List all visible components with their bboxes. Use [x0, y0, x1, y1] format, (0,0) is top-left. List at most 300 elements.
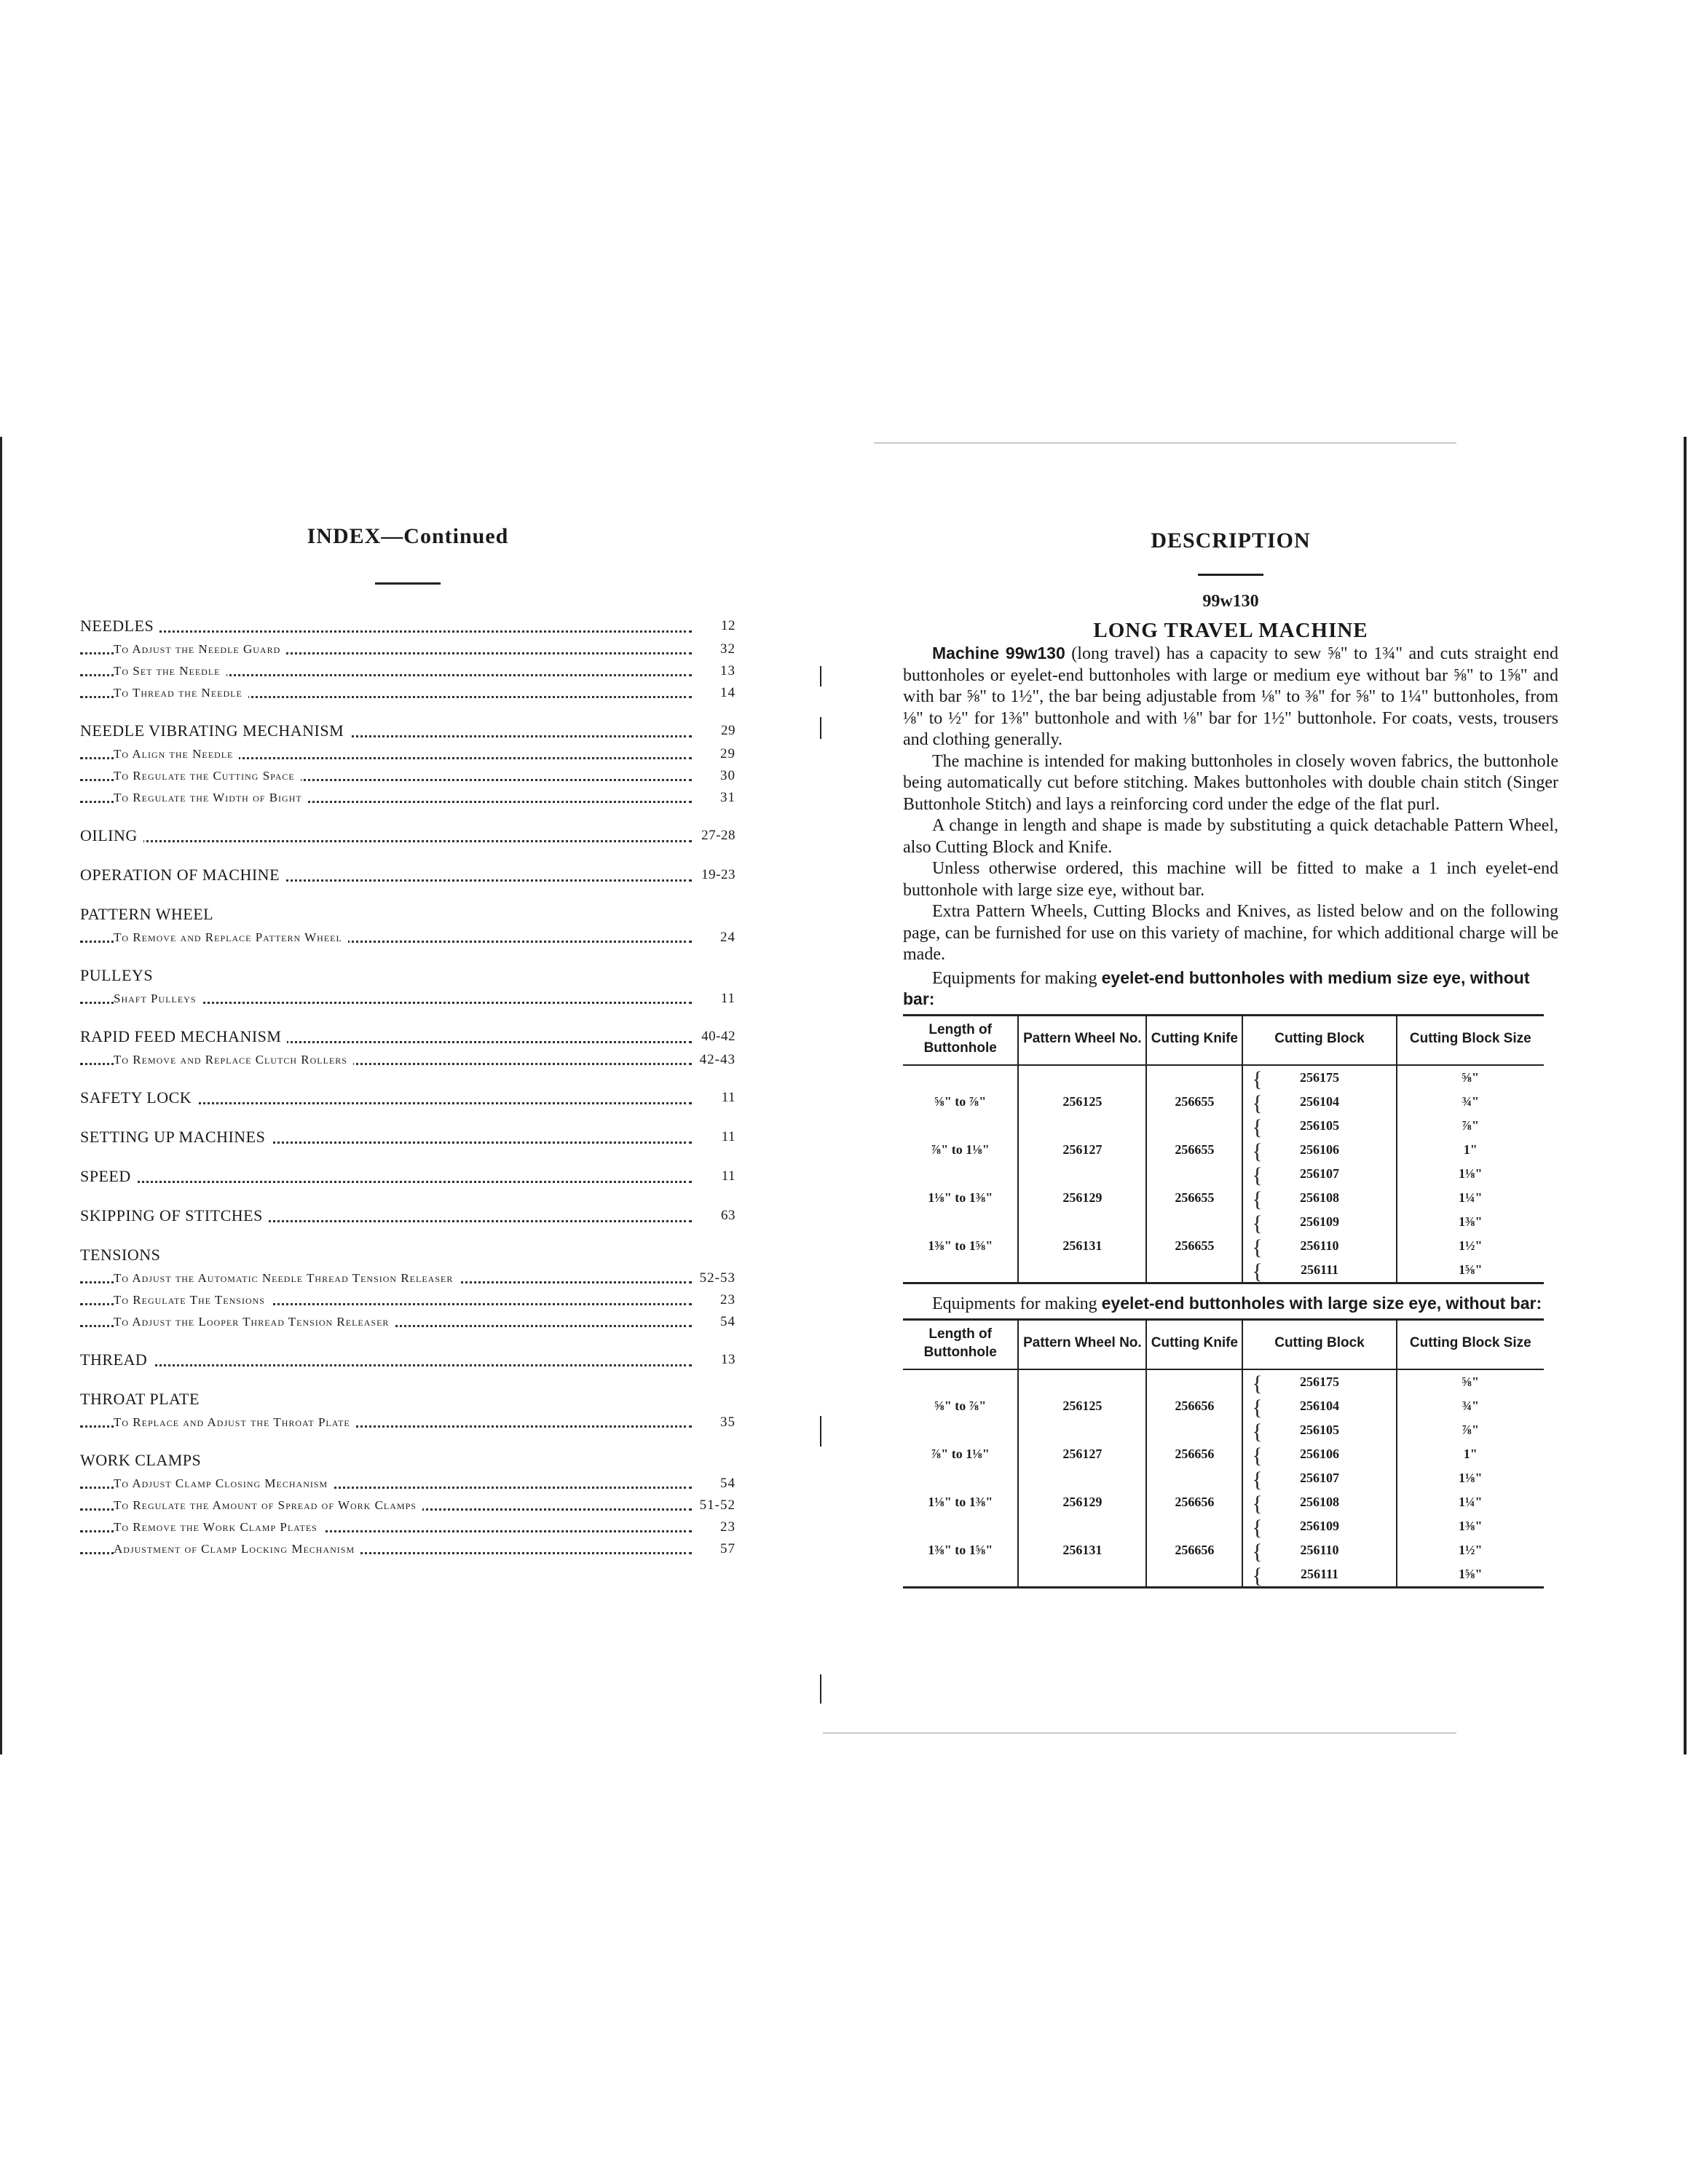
index-group [80, 902, 735, 949]
table-cell: 1⅝" [1397, 1562, 1544, 1588]
table-cell [1146, 1258, 1242, 1283]
index-subentry [80, 927, 735, 949]
page-number: 30 [693, 765, 735, 787]
table-row [903, 1138, 1544, 1162]
page-number: 29 [693, 743, 735, 765]
brace-mark: { [1252, 1067, 1263, 1091]
table-row [903, 1234, 1544, 1258]
paragraph-extras: Extra Pattern Wheels, Cutting Blocks and Knives, as listed below and on the following page, can be furnished for use on this variety of machine, for which additional charge will be made. [903, 902, 1558, 964]
table-intro-bold: eyelet-end buttonholes with medium size eye, without bar: [903, 968, 1530, 1008]
paragraph-text: (long travel) has a capacity to sew ⅝" to 1¾" and cuts straight end buttonholes or eyelet-end buttonholes with large or medium eye without bar ⅝" to 1⅝" and with bar ⅝" to 1½", the bar being adjustable from ⅛" to ⅜" for ⅝" to 1¼" buttonholes, from ⅛" to ½" for 1⅜" buttonhole and with ⅛" bar for 1½" buttonhole. For coats, vests, trousers and clothing generally. [903, 644, 1559, 749]
cell-value: 256105 [1299, 1422, 1339, 1437]
table-cell [1242, 1162, 1396, 1186]
index-entry [80, 614, 735, 638]
table-cell [1146, 1162, 1242, 1186]
table-cell [903, 1162, 1018, 1186]
index-sublabel: To Align the Needle [114, 747, 239, 761]
index-group [80, 863, 735, 887]
table-cell [1242, 1210, 1396, 1234]
index-sublabel: Shaft Pulleys [114, 992, 202, 1005]
index-subentry [80, 1473, 735, 1495]
index-subentry [80, 682, 735, 704]
table-cell: 256127 [1018, 1442, 1146, 1466]
index-title: INDEX—Continued [307, 524, 509, 548]
brace-mark: { [1252, 1187, 1263, 1211]
table-header [903, 1319, 1544, 1369]
index-group [80, 614, 735, 704]
title-rule [1198, 574, 1263, 576]
index-list [80, 614, 735, 1560]
index-group [80, 1387, 735, 1433]
table-cell [1018, 1562, 1146, 1588]
index-group [80, 1448, 735, 1560]
column-header: Cutting Knife [1146, 1015, 1242, 1065]
table-row [903, 1090, 1544, 1114]
index-heading: SAFETY LOCK [80, 1088, 197, 1107]
index-sublabel: To Replace and Adjust the Throat Plate [114, 1415, 356, 1429]
cell-value: 256111 [1300, 1262, 1338, 1277]
table-row [903, 1065, 1544, 1090]
paragraph-lead: Machine 99w130 [932, 644, 1065, 662]
gutter-mark [820, 1674, 821, 1704]
table-cell [1018, 1065, 1146, 1090]
index-heading: OILING [80, 826, 143, 844]
index-sublabel: To Thread the Needle [114, 686, 248, 700]
table-cell [1146, 1114, 1242, 1138]
index-sublabel: To Regulate the Cutting Space [114, 769, 301, 783]
header-row [903, 1319, 1544, 1369]
table-cell [903, 1514, 1018, 1538]
index-entry [80, 1203, 735, 1228]
index-heading: NEEDLE VIBRATING MECHANISM [80, 721, 350, 740]
table-cell: 256131 [1018, 1234, 1146, 1258]
table-cell [1018, 1418, 1146, 1442]
page-number: 23 [693, 1516, 735, 1538]
cell-value: 256106 [1299, 1142, 1339, 1157]
table-cell: ⅝" to ⅞" [934, 1398, 987, 1413]
brace-mark: { [1252, 1443, 1263, 1468]
dot-leader [80, 630, 692, 633]
table-intro [903, 968, 1558, 1010]
equipment-table [903, 1318, 1544, 1588]
table-cell: 256655 [1146, 1234, 1242, 1258]
table-cell: 256655 [1146, 1186, 1242, 1210]
column-header: Pattern Wheel No. [1018, 1319, 1146, 1369]
header-row [903, 1015, 1544, 1065]
table-cell: 256131 [1018, 1538, 1146, 1562]
index-subentry [80, 1495, 735, 1516]
table-cell: 256127 [1018, 1138, 1146, 1162]
table-cell: 1" [1397, 1442, 1544, 1466]
table-cell [1146, 1514, 1242, 1538]
table-cell [1146, 1065, 1242, 1090]
table-cell: ⅞" to 1⅛" [931, 1142, 990, 1157]
table-cell [1242, 1490, 1396, 1514]
table-cell: ⅝" to ⅞" [934, 1093, 987, 1109]
index-group [80, 1348, 735, 1372]
index-group [80, 1243, 735, 1333]
paragraph-capacity [903, 643, 1558, 751]
page-number: 31 [693, 787, 735, 809]
table-row [903, 1394, 1544, 1418]
column-header: Cutting Block Size [1397, 1015, 1544, 1065]
page-number: 19-23 [693, 863, 735, 887]
table-cell: 256655 [1146, 1090, 1242, 1114]
index-heading: WORK CLAMPS [80, 1451, 207, 1469]
column-header: Pattern Wheel No. [1018, 1015, 1146, 1065]
cell-value: 256107 [1299, 1470, 1339, 1485]
table-row [903, 1162, 1544, 1186]
dot-leader [80, 840, 692, 842]
page-number: 52-53 [693, 1267, 735, 1289]
brace-mark: { [1252, 1091, 1263, 1115]
page-number: 14 [693, 682, 735, 704]
index-entry [80, 719, 735, 743]
brace-mark: { [1252, 1563, 1263, 1588]
index-entry [80, 1164, 735, 1189]
table-cell [1242, 1369, 1396, 1394]
cell-value: 256111 [1300, 1566, 1338, 1581]
gutter-mark [820, 1416, 821, 1447]
table-cell [903, 1258, 1018, 1283]
brace-mark: { [1252, 1395, 1263, 1420]
page-number: 29 [693, 719, 735, 743]
page-number: 11 [693, 988, 735, 1010]
index-heading: NEEDLES [80, 617, 159, 635]
index-subentry [80, 1049, 735, 1071]
table-row [903, 1114, 1544, 1138]
table-cell [1242, 1394, 1396, 1418]
index-heading: SPEED [80, 1167, 137, 1185]
cell-value: 256104 [1299, 1398, 1339, 1413]
table-cell: 1⅜" to 1⅝" [928, 1238, 993, 1253]
page-number: 11 [693, 1085, 735, 1110]
title-rule [375, 582, 441, 585]
table-cell: ¾" [1397, 1394, 1544, 1418]
table-cell: 1" [1397, 1138, 1544, 1162]
brace-mark: { [1252, 1515, 1263, 1540]
page-number: 42-43 [693, 1049, 735, 1071]
table-cell: 1⅜" [1397, 1514, 1544, 1538]
page-number: 63 [693, 1203, 735, 1228]
dot-leader [80, 1181, 692, 1183]
table-cell [1018, 1210, 1146, 1234]
brace-mark: { [1252, 1163, 1263, 1187]
table-header [903, 1015, 1544, 1065]
index-subentry [80, 1289, 735, 1311]
index-sublabel: To Regulate The Tensions [114, 1293, 271, 1307]
index-heading: OPERATION OF MACHINE [80, 866, 285, 884]
index-sublabel: To Adjust the Looper Thread Tension Releaser [114, 1315, 395, 1329]
table-cell [903, 1114, 1018, 1138]
page-number: 13 [693, 660, 735, 682]
cell-value: 256104 [1299, 1093, 1339, 1109]
page-number: 51-52 [693, 1495, 735, 1516]
page-number: 11 [693, 1164, 735, 1189]
table-cell: 1⅜" [1397, 1210, 1544, 1234]
brace-mark: { [1252, 1467, 1263, 1492]
table-cell [903, 1418, 1018, 1442]
page-number: 12 [693, 614, 735, 638]
table-cell [903, 1466, 1018, 1490]
brace-mark: { [1252, 1139, 1263, 1163]
index-heading: TENSIONS [80, 1246, 166, 1264]
table-cell: 256125 [1018, 1394, 1146, 1418]
table-cell [1242, 1418, 1396, 1442]
table-cell [1018, 1258, 1146, 1283]
description-page [903, 510, 1558, 1588]
table-cell [903, 1562, 1018, 1588]
table-cell [1146, 1210, 1242, 1234]
left-page-edge [0, 437, 2, 1754]
brace-mark: { [1252, 1419, 1263, 1444]
index-group [80, 963, 735, 1010]
index-heading: PULLEYS [80, 966, 159, 984]
index-heading: SKIPPING OF STITCHES [80, 1206, 269, 1224]
index-sublabel: Adjustment of Clamp Locking Mechanism [114, 1542, 360, 1556]
table-row [903, 1562, 1544, 1588]
table-cell [1242, 1562, 1396, 1588]
index-subentry [80, 1516, 735, 1538]
table-row [903, 1490, 1544, 1514]
table-cell [1018, 1466, 1146, 1490]
index-entry [80, 1348, 735, 1372]
index-group [80, 823, 735, 848]
table-cell: 1¼" [1397, 1490, 1544, 1514]
index-entry [80, 1085, 735, 1110]
table-cell: 1⅛" to 1⅜" [928, 1190, 993, 1205]
table-cell: ⅞" [1397, 1114, 1544, 1138]
table-cell: 1½" [1397, 1538, 1544, 1562]
index-subentry [80, 1412, 735, 1433]
table-intro-bold: eyelet-end buttonholes with large size eye, without bar: [1101, 1293, 1542, 1313]
table-cell [1242, 1138, 1396, 1162]
cell-value: 256109 [1299, 1214, 1339, 1229]
index-subentry [80, 988, 735, 1010]
table-cell: ⅞" to 1⅛" [931, 1446, 990, 1461]
brace-mark: { [1252, 1539, 1263, 1564]
table-intro-text: Equipments for making [932, 968, 1102, 988]
cell-value: 256175 [1299, 1374, 1339, 1389]
page-number: 40-42 [693, 1024, 735, 1049]
index-subentry [80, 743, 735, 765]
brace-mark: { [1252, 1235, 1263, 1259]
table-cell [1146, 1562, 1242, 1588]
table-cell [1146, 1466, 1242, 1490]
table-cell [1018, 1514, 1146, 1538]
cell-value: 256110 [1300, 1238, 1339, 1253]
page-number: 35 [693, 1412, 735, 1433]
table-cell: 256656 [1146, 1442, 1242, 1466]
table-cell: 1⅛" to 1⅜" [928, 1494, 993, 1509]
table-cell [1242, 1538, 1396, 1562]
page-number: 11 [693, 1125, 735, 1150]
table-cell: ⅝" [1397, 1065, 1544, 1090]
table-row [903, 1369, 1544, 1394]
index-sublabel: To Adjust Clamp Closing Mechanism [114, 1476, 334, 1490]
index-subentry [80, 638, 735, 660]
table-intro [903, 1293, 1558, 1314]
table-cell [1242, 1090, 1396, 1114]
table-cell [1018, 1114, 1146, 1138]
index-group [80, 1203, 735, 1228]
table-row [903, 1466, 1544, 1490]
table-row [903, 1538, 1544, 1562]
table-cell [1018, 1162, 1146, 1186]
table-row [903, 1442, 1544, 1466]
cell-value: 256106 [1299, 1446, 1339, 1461]
gutter-mark [820, 717, 821, 739]
table-cell: 256125 [1018, 1090, 1146, 1114]
index-entry [80, 1387, 735, 1412]
description-title: DESCRIPTION [1151, 529, 1311, 553]
index-group [80, 1125, 735, 1150]
page-number: 57 [693, 1538, 735, 1560]
index-entry [80, 823, 735, 848]
page-number: 24 [693, 927, 735, 949]
table-cell: ⅞" [1397, 1418, 1544, 1442]
table-cell: 1⅝" [1397, 1258, 1544, 1283]
table-cell [1146, 1418, 1242, 1442]
brace-mark: { [1252, 1115, 1263, 1139]
page-number: 27-28 [693, 823, 735, 848]
paragraph-default: Unless otherwise ordered, this machine will be fitted to make a 1 inch eyelet-end buttonhole with large size eye, without bar. [903, 859, 1558, 900]
cell-value: 256108 [1299, 1190, 1339, 1205]
page-number: 23 [693, 1289, 735, 1311]
page-number: 54 [693, 1311, 735, 1333]
table-cell: 1⅜" to 1⅝" [928, 1542, 993, 1557]
table-cell: 1½" [1397, 1234, 1544, 1258]
table-body [903, 1369, 1544, 1588]
table-cell [1242, 1234, 1396, 1258]
column-header: Cutting Block [1242, 1015, 1396, 1065]
table-cell [1018, 1369, 1146, 1394]
index-heading: THROAT PLATE [80, 1390, 205, 1408]
index-group [80, 719, 735, 809]
table-spacer [903, 1284, 1558, 1291]
table-cell [1242, 1514, 1396, 1538]
table-cell: 1⅛" [1397, 1466, 1544, 1490]
table-cell: 256656 [1146, 1490, 1242, 1514]
cell-value: 256109 [1299, 1518, 1339, 1533]
index-entry [80, 1024, 735, 1049]
table-cell: 256129 [1018, 1186, 1146, 1210]
paragraph-purpose: The machine is intended for making buttonholes in closely woven fabrics, the buttonhole being automatically cut before stitching. Makes buttonholes with double chain stitch (Singer Buttonhole Stitch) and lays a reinforcing cord under the edge of the flat purl. [903, 751, 1558, 814]
table-cell: 256129 [1018, 1490, 1146, 1514]
table-cell [1242, 1442, 1396, 1466]
table-cell [1242, 1065, 1396, 1090]
table-cell: ¾" [1397, 1090, 1544, 1114]
model-number: 99w130 [1202, 592, 1259, 611]
index-heading: RAPID FEED MECHANISM [80, 1027, 287, 1045]
index-sublabel: To Regulate the Width of Bight [114, 791, 308, 804]
column-header: Cutting Knife [1146, 1319, 1242, 1369]
index-group [80, 1024, 735, 1071]
table-body [903, 1065, 1544, 1283]
index-entry [80, 1448, 735, 1473]
table-cell [1146, 1369, 1242, 1394]
index-entry [80, 863, 735, 887]
index-subentry [80, 660, 735, 682]
index-group [80, 1164, 735, 1189]
column-header: Length of Buttonhole [903, 1319, 1018, 1369]
dot-leader [80, 1364, 692, 1366]
table-cell: ⅝" [1397, 1369, 1544, 1394]
index-entry [80, 1125, 735, 1150]
paragraph-change: A change in length and shape is made by substituting a quick detachable Pattern Wheel, also Cutting Block and Knife. [903, 816, 1558, 857]
index-entry [80, 902, 735, 927]
index-heading: SETTING UP MACHINES [80, 1128, 271, 1146]
table-cell: 256656 [1146, 1394, 1242, 1418]
index-entry [80, 1243, 735, 1267]
table-row [903, 1186, 1544, 1210]
brace-mark: { [1252, 1211, 1263, 1235]
table-cell [903, 1210, 1018, 1234]
table-cell [1242, 1114, 1396, 1138]
equipment-tables [903, 968, 1558, 1588]
index-subentry [80, 787, 735, 809]
index-subentry [80, 1311, 735, 1333]
table-cell [903, 1369, 1018, 1394]
column-header: Cutting Block Size [1397, 1319, 1544, 1369]
machine-title: LONG TRAVEL MACHINE [1093, 619, 1368, 642]
index-sublabel: To Remove and Replace Clutch Rollers [114, 1053, 353, 1067]
index-heading: PATTERN WHEEL [80, 905, 219, 923]
index-sublabel: To Regulate the Amount of Spread of Work Clamps [114, 1498, 422, 1512]
index-subentry [80, 765, 735, 787]
index-entry [80, 963, 735, 988]
brace-mark: { [1252, 1491, 1263, 1516]
index-heading: THREAD [80, 1350, 153, 1369]
table-cell [1242, 1466, 1396, 1490]
index-subentry [80, 1267, 735, 1289]
cell-value: 256105 [1299, 1117, 1339, 1133]
table-row [903, 1418, 1544, 1442]
table-row [903, 1258, 1544, 1283]
cell-value: 256175 [1299, 1069, 1339, 1085]
table-row [903, 1514, 1544, 1538]
cell-value: 256107 [1299, 1166, 1339, 1181]
table-intro-text: Equipments for making [932, 1294, 1102, 1313]
equipment-table [903, 1014, 1544, 1284]
page-number: 54 [693, 1473, 735, 1495]
brace-mark: { [1252, 1371, 1263, 1396]
column-header: Length of Buttonhole [903, 1015, 1018, 1065]
gutter-mark [820, 666, 821, 687]
table-cell: 256655 [1146, 1138, 1242, 1162]
brace-mark: { [1252, 1259, 1263, 1283]
index-sublabel: To Remove and Replace Pattern Wheel [114, 930, 348, 944]
table-row [903, 1210, 1544, 1234]
table-cell: 256656 [1146, 1538, 1242, 1562]
index-sublabel: To Remove the Work Clamp Plates [114, 1520, 323, 1534]
table-cell: 1⅛" [1397, 1162, 1544, 1186]
table-cell [903, 1065, 1018, 1090]
index-subentry [80, 1538, 735, 1560]
index-sublabel: To Set the Needle [114, 664, 226, 678]
cell-value: 256110 [1300, 1542, 1339, 1557]
index-sublabel: To Adjust the Automatic Needle Thread Tension Releaser [114, 1271, 459, 1285]
column-header: Cutting Block [1242, 1319, 1396, 1369]
right-page-edge [1684, 437, 1687, 1754]
table-cell [1242, 1258, 1396, 1283]
page-number: 13 [693, 1348, 735, 1372]
index-page [80, 510, 735, 1575]
table-cell [1242, 1186, 1396, 1210]
table-cell: 1¼" [1397, 1186, 1544, 1210]
page-number: 32 [693, 638, 735, 660]
index-sublabel: To Adjust the Needle Guard [114, 642, 286, 656]
